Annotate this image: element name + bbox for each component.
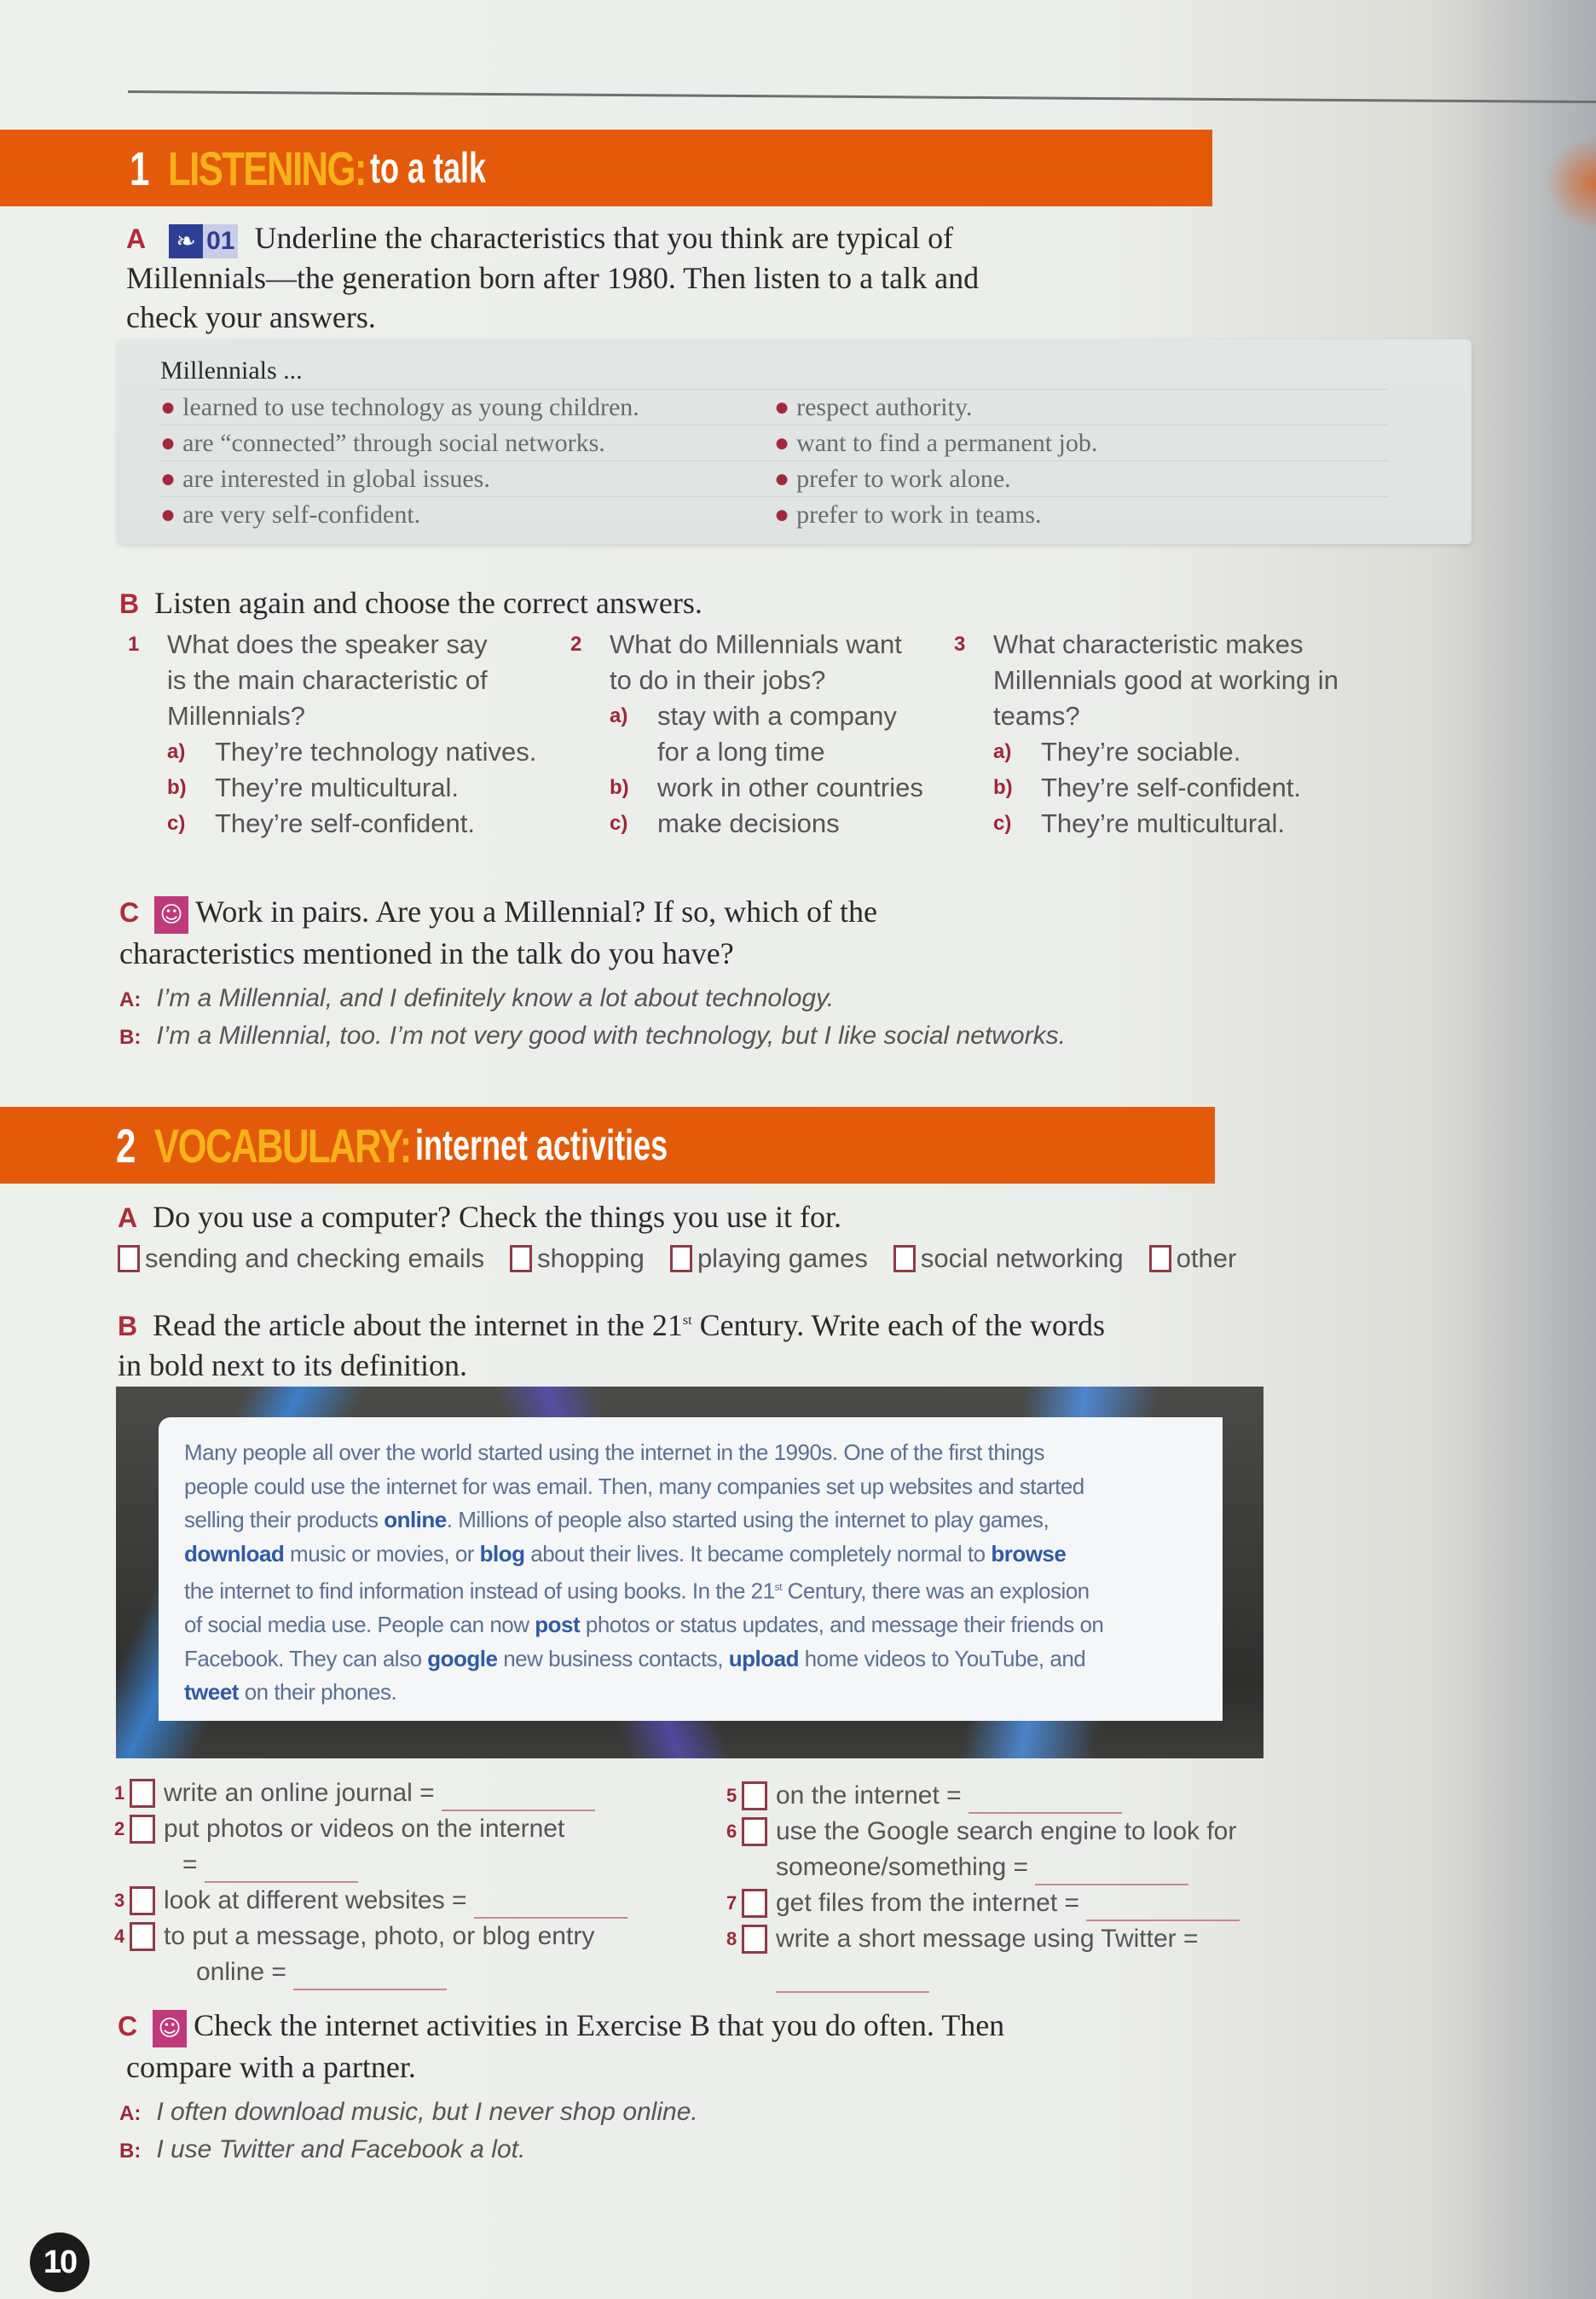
bullet-icon: ● (774, 429, 790, 457)
checkbox-games[interactable]: playing games (670, 1243, 868, 1274)
checkbox-icon[interactable] (130, 1779, 155, 1808)
instruction-line: Millennials—the generation born after 1980. Then listen to a talk and (126, 261, 980, 295)
answer-blank[interactable] (293, 1965, 447, 1990)
section-number: 1 (130, 141, 150, 195)
checkbox-icon[interactable] (893, 1245, 916, 1272)
checkbox-shopping[interactable]: shopping (510, 1243, 645, 1274)
bullet-icon: ● (774, 465, 790, 493)
bold-word: post (535, 1612, 581, 1638)
characteristic-item[interactable]: ● are interested in global issues. (160, 460, 774, 496)
checkbox-icon[interactable] (1149, 1245, 1171, 1272)
answer-option[interactable]: c) make decisions (610, 808, 840, 838)
checkbox-icon[interactable] (130, 1922, 155, 1951)
instruction-line: Underline the characteristics that you think are typical of (254, 221, 954, 255)
section-2-banner (0, 1107, 1215, 1184)
bold-word: google (427, 1645, 498, 1671)
checkbox-social[interactable]: social networking (893, 1243, 1124, 1274)
answer-option[interactable]: b) They’re multicultural. (167, 773, 459, 802)
answer-option[interactable]: a) They’re technology natives. (167, 737, 537, 767)
answer-option[interactable]: b) They’re self-confident. (993, 773, 1301, 802)
definition-item[interactable]: 2 put photos or videos on the internet = (121, 1811, 718, 1883)
section-subtitle: to a talk (370, 144, 487, 192)
exercise-1b-instruction: B Listen again and choose the correct answers. (119, 586, 703, 620)
checkbox-icon[interactable] (118, 1245, 140, 1272)
bold-word: online (384, 1507, 447, 1532)
example-dialog: A: I often download music, but I never shop online. B: I use Twitter and Facebook a lot. (119, 2098, 698, 2163)
definition-item[interactable]: 4 to put a message, photo, or blog entry online = (121, 1919, 718, 1990)
checkbox-icon[interactable] (510, 1245, 532, 1272)
characteristic-item[interactable]: ● respect authority. (774, 389, 1388, 425)
characteristic-item[interactable]: ● want to find a permanent job. (774, 425, 1388, 460)
section-subtitle: internet activities (414, 1121, 668, 1169)
bullet-icon: ● (774, 501, 790, 529)
checkbox-icon[interactable] (742, 1925, 767, 1954)
bold-word: upload (728, 1645, 799, 1671)
exercise-2a-instruction: A Do you use a computer? Check the things you use it for. (118, 1200, 841, 1234)
answer-option[interactable]: a) stay with a company for a long time (610, 701, 897, 767)
answer-blank[interactable] (205, 1857, 358, 1883)
exercise-1a-instruction (126, 218, 1235, 337)
audio-track-button[interactable] (169, 224, 238, 258)
section-category: LISTENING: (168, 141, 367, 195)
answer-blank[interactable] (442, 1786, 595, 1811)
checkbox-icon[interactable] (742, 1781, 767, 1810)
instruction-line: check your answers. (126, 300, 376, 334)
answer-blank[interactable] (776, 1967, 929, 1993)
exercise-letter: B (119, 588, 140, 619)
answer-option[interactable]: a) They’re sociable. (993, 737, 1241, 767)
question-2: 2 What do Millennials want to do in their jobs? a) stay with a company for a long time b) work in other countries c) make decisions (610, 627, 968, 842)
example-dialog: A: I’m a Millennial, and I definitely know a lot about technology. B: I’m a Millennial, too. I’m not very good with technology, but I like social networks. (119, 984, 1066, 1050)
answer-option[interactable]: c) They’re self-confident. (167, 808, 475, 838)
checkbox-icon[interactable] (742, 1889, 767, 1918)
bullet-icon: ● (160, 393, 176, 421)
definition-item[interactable]: 6 use the Google search engine to look for someone/something = (733, 1814, 1347, 1885)
bold-word: download (184, 1540, 285, 1566)
characteristic-item[interactable]: ● learned to use technology as young children. (160, 389, 774, 425)
track-number: 01 (206, 226, 235, 255)
characteristics-box (118, 339, 1472, 544)
definition-item[interactable]: 7 get files from the internet = (733, 1885, 1347, 1921)
definitions-right (726, 1778, 1347, 1993)
ear-audio-icon: ❧ (169, 224, 203, 258)
checkbox-emails[interactable]: sending and checking emails (118, 1243, 484, 1274)
section-1-banner (0, 130, 1212, 206)
bold-word: blog (479, 1540, 525, 1566)
checkbox-other[interactable]: other (1149, 1243, 1237, 1274)
bullet-icon: ● (160, 429, 176, 457)
checkbox-icon[interactable] (670, 1245, 692, 1272)
article-image-frame (116, 1387, 1264, 1758)
header-rule (128, 90, 1596, 103)
question-3: 3 What characteristic makes Millennials good at working in teams? a) They’re sociable. b) They’re self-confident. c) They’re multicultural. (993, 627, 1402, 842)
characteristics-heading: Millennials ... (160, 356, 303, 385)
bold-word: browse (991, 1540, 1067, 1566)
exercise-1c-instruction: C ☺ Work in pairs. Are you a Millennial? If so, which of the characteristics mentioned in the talk do you have? (119, 895, 878, 970)
bullet-icon: ● (160, 465, 176, 493)
exercise-letter: A (126, 223, 147, 254)
answer-blank[interactable] (1086, 1896, 1240, 1921)
article-text: Many people all over the world started using the internet in the 1990s. One of the first things people could use the internet for was email. Then, many companies set up websites and started selling their products online. Millions of people also started using the internet to play games, download music or movies, or blog about their lives. It became completely normal to browse the internet to find information instead of using books. In the 21st Century, there was an explosion of social media use. People can now post photos or status updates, and message their friends on Facebook. They can also google new business contacts, upload home videos to YouTube, and tweet on their phones. (159, 1417, 1223, 1721)
definition-item[interactable]: 5 on the internet = (733, 1778, 1347, 1814)
computer-use-checklist (118, 1243, 1236, 1274)
definition-item[interactable]: 8 write a short message using Twitter = (733, 1921, 1347, 1993)
characteristic-item[interactable]: ● are “connected” through social networks. (160, 425, 774, 460)
bullet-icon: ● (774, 393, 790, 421)
section-category: VOCABULARY: (154, 1118, 411, 1173)
bullet-icon: ● (160, 501, 176, 529)
page-edge-tab (1545, 136, 1596, 230)
bold-word: tweet (184, 1679, 239, 1705)
pair-work-icon: ☺ (154, 896, 188, 934)
exercise-2c-instruction: C ☺ Check the internet activities in Exercise B that you do often. Then compare with a partner. (118, 2008, 1005, 2084)
checkbox-icon[interactable] (130, 1815, 155, 1844)
page-number-badge: 10 (30, 2232, 90, 2292)
characteristic-item[interactable]: ● prefer to work in teams. (774, 496, 1388, 532)
question-1: 1 What does the speaker say is the main characteristic of Millennials? a) They’re technology natives. b) They’re multicultural. c) They’re self-confident. (167, 627, 576, 842)
exercise-2b-instruction: B Read the article about the internet in the 21st Century. Write each of the words in bold next to its definition. (118, 1308, 1105, 1382)
definitions-left (114, 1775, 718, 1990)
checkbox-icon[interactable] (742, 1817, 767, 1846)
section-number: 2 (116, 1118, 136, 1173)
answer-option[interactable]: b) work in other countries (610, 773, 923, 802)
pair-work-icon: ☺ (153, 2010, 187, 2047)
characteristic-item[interactable]: ● are very self-confident. (160, 496, 774, 532)
characteristic-item[interactable]: ● prefer to work alone. (774, 460, 1388, 496)
answer-option[interactable]: c) They’re multicultural. (993, 808, 1285, 838)
definition-item[interactable]: 3 look at different websites = (121, 1883, 718, 1919)
answer-blank[interactable] (969, 1788, 1122, 1814)
definition-item[interactable]: 1 write an online journal = (121, 1775, 718, 1811)
checkbox-icon[interactable] (130, 1886, 155, 1915)
answer-blank[interactable] (1035, 1860, 1188, 1885)
answer-blank[interactable] (474, 1893, 627, 1919)
